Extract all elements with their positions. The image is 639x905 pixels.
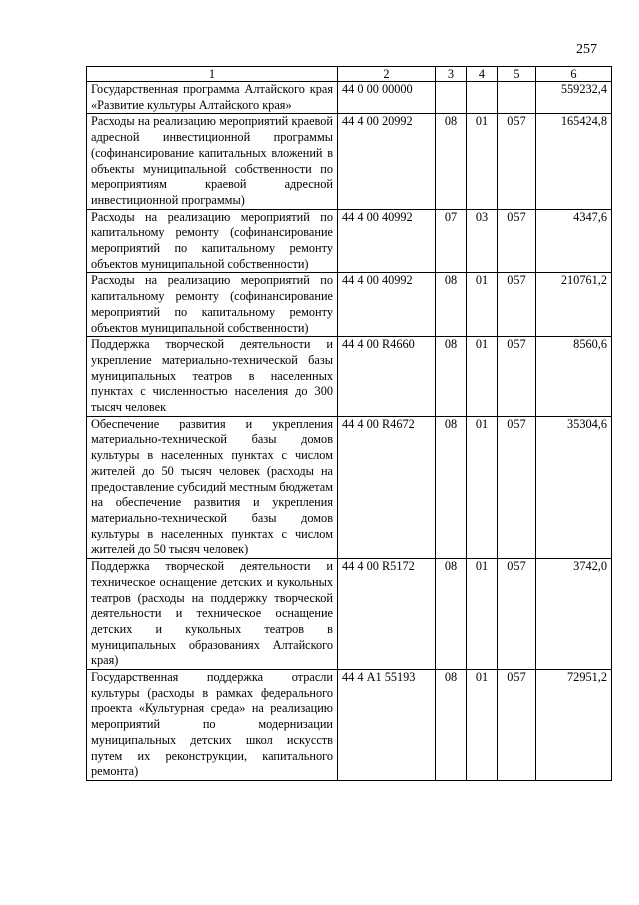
row-name: Государственная программа Алтайского края «Развитие культуры Алтайского края» (87, 82, 338, 114)
table-row (87, 337, 612, 417)
row-col3: 08 (436, 416, 467, 558)
row-col5: 057 (498, 209, 536, 273)
column-header-6: 6 (536, 67, 612, 82)
budget-table (86, 66, 612, 781)
row-col4: 01 (467, 670, 498, 781)
row-name: Расходы на реализацию мероприятий по капитальному ремонту (софинансирование мероприятий по капитальному ремонту объектов муниципальной собственности) (87, 273, 338, 337)
column-header-5: 5 (498, 67, 536, 82)
row-col4: 01 (467, 273, 498, 337)
page-number: 257 (576, 42, 597, 57)
row-col4: 01 (467, 114, 498, 209)
row-code: 44 4 00 40992 (338, 273, 436, 337)
row-name: Расходы на реализацию мероприятий краевой адресной инвестиционной программы (софинансирование капитальных вложений в объекты муниципальной собственности по мероприятиям краевой адресной инвестиционной программы) (87, 114, 338, 209)
row-col3: 07 (436, 209, 467, 273)
row-col5: 057 (498, 670, 536, 781)
table-row (87, 670, 612, 781)
row-col5: 057 (498, 416, 536, 558)
row-col5 (498, 82, 536, 114)
row-code: 44 4 00 40992 (338, 209, 436, 273)
column-header-2: 2 (338, 67, 436, 82)
row-amount: 72951,2 (536, 670, 612, 781)
row-name: Поддержка творческой деятельности и укрепление материально-технической базы муниципальных театров в населенных пунктах с численностью населения до 300 тысяч человек (87, 337, 338, 417)
row-code: 44 4 А1 55193 (338, 670, 436, 781)
row-amount: 4347,6 (536, 209, 612, 273)
row-col4: 03 (467, 209, 498, 273)
table-row (87, 82, 612, 114)
table-row (87, 559, 612, 670)
row-code: 44 4 00 R5172 (338, 559, 436, 670)
row-col4: 01 (467, 416, 498, 558)
row-code: 44 4 00 R4660 (338, 337, 436, 417)
row-col4: 01 (467, 559, 498, 670)
row-amount: 210761,2 (536, 273, 612, 337)
row-name: Расходы на реализацию мероприятий по капитальному ремонту (софинансирование мероприятий по капитальному ремонту объектов муниципальной собственности) (87, 209, 338, 273)
row-amount: 8560,6 (536, 337, 612, 417)
row-col4: 01 (467, 337, 498, 417)
row-col5: 057 (498, 337, 536, 417)
table-header-row (87, 67, 612, 82)
table-row (87, 114, 612, 209)
row-col5: 057 (498, 114, 536, 209)
table-row (87, 209, 612, 273)
column-header-1: 1 (87, 67, 338, 82)
row-col3: 08 (436, 670, 467, 781)
row-col3: 08 (436, 273, 467, 337)
row-col3: 08 (436, 559, 467, 670)
row-name: Поддержка творческой деятельности и техническое оснащение детских и кукольных театров (расходы на поддержку творческой деятельности и техническое оснащение детских и кукольных театров в муниципальных образованиях Алтайского края) (87, 559, 338, 670)
row-code: 44 4 00 R4672 (338, 416, 436, 558)
row-amount: 165424,8 (536, 114, 612, 209)
table-row (87, 416, 612, 558)
row-name: Государственная поддержка отрасли культуры (расходы в рамках федерального проекта «Культурная среда» на реализацию мероприятий по модернизации муниципальных детских школ искусств путем их реконструкции, капитального ремонта) (87, 670, 338, 781)
column-header-4: 4 (467, 67, 498, 82)
row-col5: 057 (498, 273, 536, 337)
row-code: 44 0 00 00000 (338, 82, 436, 114)
row-amount: 35304,6 (536, 416, 612, 558)
row-name: Обеспечение развития и укрепления материально-технической базы домов культуры в населенных пунктах с числом жителей до 50 тысяч человек (расходы на предоставление субсидий местным бюджетам на обеспечение развития и укрепления материально-технической базы домов культуры в населенных пунктах с числом жителей до 50 тысяч человек) (87, 416, 338, 558)
table-row (87, 273, 612, 337)
row-col5: 057 (498, 559, 536, 670)
column-header-3: 3 (436, 67, 467, 82)
row-col3 (436, 82, 467, 114)
row-col3: 08 (436, 114, 467, 209)
row-col4 (467, 82, 498, 114)
row-col3: 08 (436, 337, 467, 417)
row-amount: 3742,0 (536, 559, 612, 670)
row-amount: 559232,4 (536, 82, 612, 114)
row-code: 44 4 00 20992 (338, 114, 436, 209)
